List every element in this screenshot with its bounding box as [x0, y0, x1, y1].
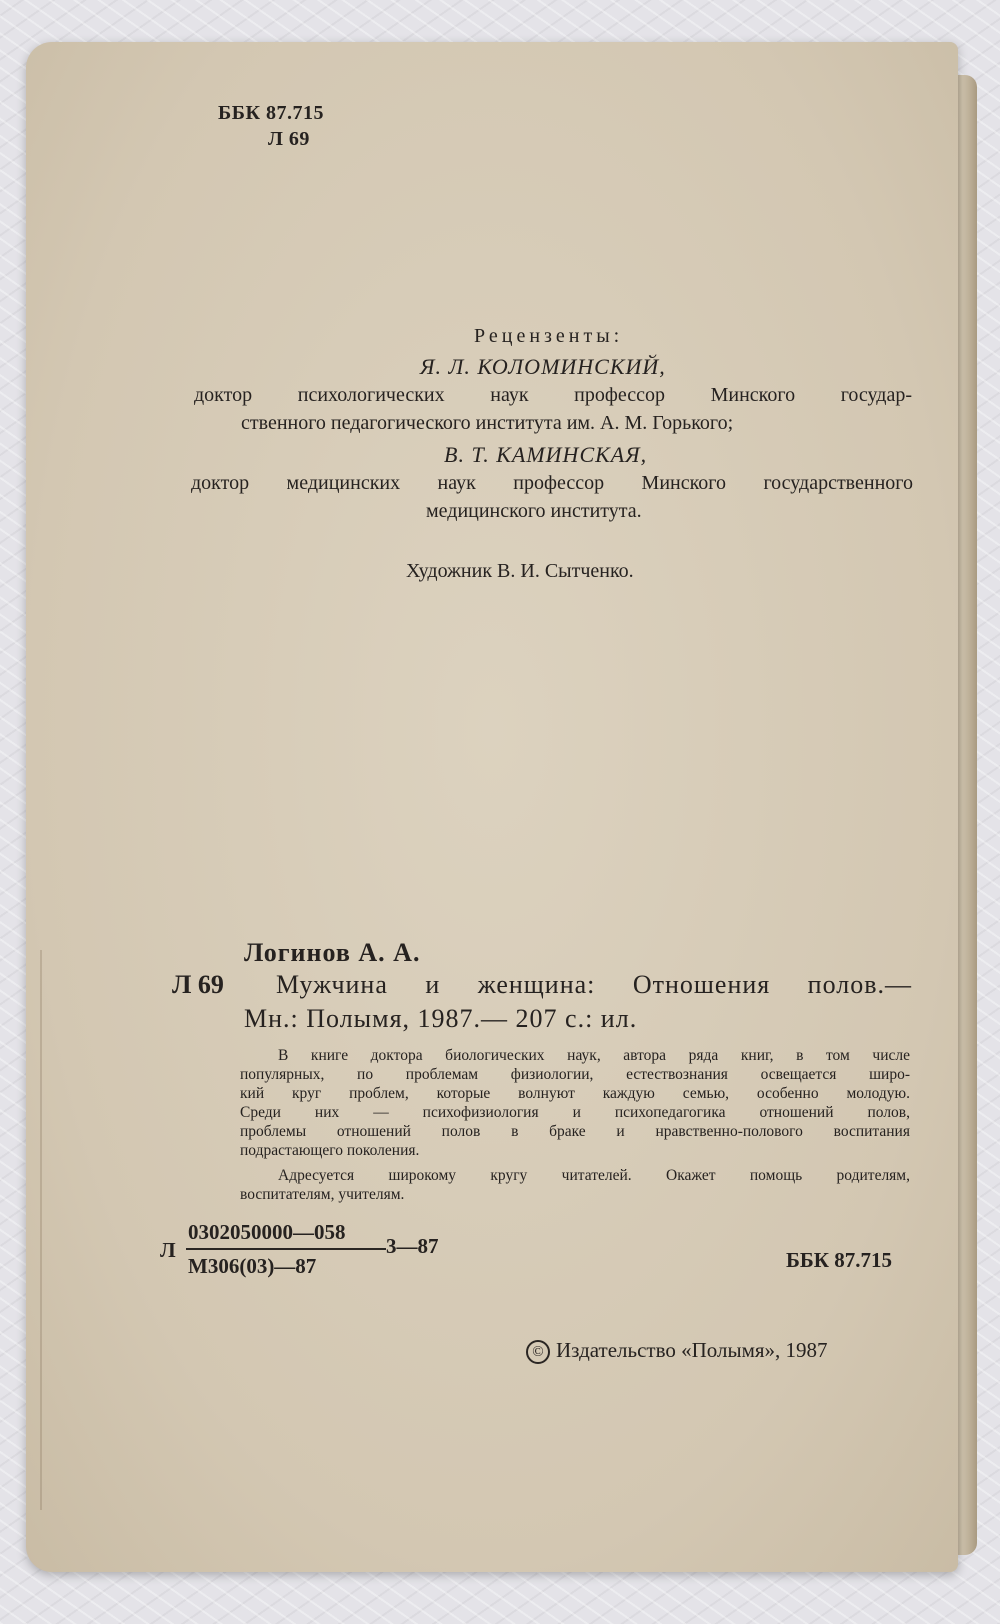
reviewers-heading: Рецензенты: [474, 325, 624, 347]
artist-credit: Художник В. И. Сытченко. [406, 560, 634, 582]
book-page [26, 42, 958, 1572]
catalog-title: Мужчина и женщина: Отношения полов.— [276, 970, 912, 999]
reviewer-1-line-2: ственного педагогического института им. А. М. Горького; [241, 412, 734, 434]
annotation-line-2: популярных, по проблемам физиологии, естествознания освещается широ- [240, 1066, 910, 1083]
annotation-line-4: Среди них — психофизиология и психопедагогика отношений полов, [240, 1104, 910, 1121]
page-fold [40, 950, 42, 1510]
fraction-bar [186, 1248, 386, 1250]
annotation-line-1: В книге доктора биологических наук, автора ряда книг, в том числе [278, 1047, 910, 1064]
index-suffix: 3—87 [386, 1234, 439, 1258]
reviewer-2-line-1: доктор медицинских наук профессор Минского государственного [191, 472, 913, 494]
catalog-author: Логинов А. А. [244, 938, 421, 967]
reviewer-1-line-1: доктор психологических наук профессор Минского государ- [194, 384, 912, 406]
annotation-line-3: кий круг проблем, которые волнуют каждую семью, особенно молодую. [240, 1085, 910, 1102]
catalog-code: Л 69 [172, 970, 224, 999]
copyright-line [526, 1338, 828, 1364]
reviewer-2-name: В. Т. КАМИНСКАЯ, [444, 442, 648, 467]
author-sign-code: Л 69 [268, 128, 310, 150]
reviewer-2-line-2: медицинского института. [426, 500, 642, 522]
audience-line-1: Адресуется широкому кругу читателей. Окажет помощь родителям, [278, 1167, 910, 1184]
reviewer-1-name: Я. Л. КОЛОМИНСКИЙ, [420, 354, 666, 379]
audience-line-2: воспитателям, учителям. [240, 1186, 405, 1203]
annotation-line-5: проблемы отношений полов в браке и нравственно-полового воспитания [240, 1123, 910, 1140]
index-denominator: М306(03)—87 [188, 1254, 317, 1278]
copyright-icon: © [526, 1340, 550, 1364]
bbk-classification: ББК 87.715 [218, 102, 324, 124]
index-letter: Л [160, 1238, 176, 1262]
index-bbk: ББК 87.715 [786, 1248, 892, 1272]
copyright-text: Издательство «Полымя», 1987 [556, 1338, 828, 1362]
annotation-line-6: подрастающего поколения. [240, 1142, 420, 1159]
catalog-imprint: Мн.: Полымя, 1987.— 207 с.: ил. [244, 1004, 638, 1033]
index-numerator: 0302050000—058 [188, 1220, 346, 1244]
